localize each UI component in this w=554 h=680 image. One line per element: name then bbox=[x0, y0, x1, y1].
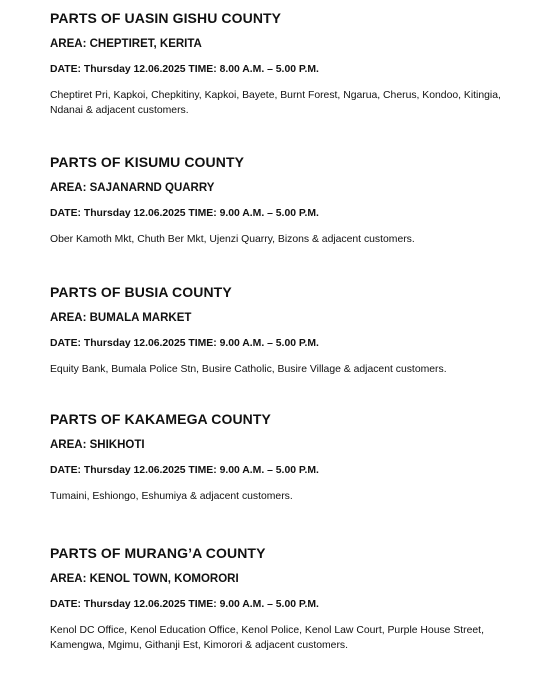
area-line: AREA: SAJANARND QUARRY bbox=[50, 182, 215, 194]
affected-places: Cheptiret Pri, Kapkoi, Chepkitiny, Kapkoi, Bayete, Burnt Forest, Ngarua, Cherus, Kondoo, Kitingia, Ndanai & adjacent customers. bbox=[50, 90, 501, 116]
area-line: AREA: KENOL TOWN, KOMORORI bbox=[50, 573, 239, 585]
county-heading: PARTS OF KAKAMEGA COUNTY bbox=[50, 411, 271, 427]
county-heading: PARTS OF UASIN GISHU COUNTY bbox=[50, 10, 282, 26]
affected-places: Ober Kamoth Mkt, Chuth Ber Mkt, Ujenzi Quarry, Bizons & adjacent customers. bbox=[50, 234, 415, 245]
section-kisumu bbox=[50, 153, 530, 247]
section-kakamega bbox=[50, 410, 530, 504]
date-time-line: DATE: Thursday 12.06.2025 TIME: 9.00 A.M. – 5.00 P.M. bbox=[50, 338, 319, 349]
section-muranga bbox=[50, 544, 530, 653]
section-uasin-gishu bbox=[50, 9, 530, 118]
section-busia bbox=[50, 283, 530, 377]
area-line: AREA: SHIKHOTI bbox=[50, 439, 145, 451]
area-line: AREA: BUMALA MARKET bbox=[50, 312, 192, 324]
date-time-line: DATE: Thursday 12.06.2025 TIME: 9.00 A.M. – 5.00 P.M. bbox=[50, 208, 319, 219]
area-line: AREA: CHEPTIRET, KERITA bbox=[50, 38, 202, 50]
affected-places: Tumaini, Eshiongo, Eshumiya & adjacent customers. bbox=[50, 491, 293, 502]
date-time-line: DATE: Thursday 12.06.2025 TIME: 9.00 A.M. – 5.00 P.M. bbox=[50, 599, 319, 610]
affected-places: Kenol DC Office, Kenol Education Office, Kenol Police, Kenol Law Court, Purple House Street, Kamengwa, Mgimu, Githanji Est, Kimorori & adjacent customers. bbox=[50, 625, 484, 651]
date-time-line: DATE: Thursday 12.06.2025 TIME: 9.00 A.M. – 5.00 P.M. bbox=[50, 465, 319, 476]
county-heading: PARTS OF BUSIA COUNTY bbox=[50, 284, 232, 300]
county-heading: PARTS OF MURANG’A COUNTY bbox=[50, 545, 266, 561]
county-heading: PARTS OF KISUMU COUNTY bbox=[50, 154, 245, 170]
affected-places: Equity Bank, Bumala Police Stn, Busire Catholic, Busire Village & adjacent customers. bbox=[50, 364, 447, 375]
date-time-line: DATE: Thursday 12.06.2025 TIME: 8.00 A.M. – 5.00 P.M. bbox=[50, 64, 319, 75]
